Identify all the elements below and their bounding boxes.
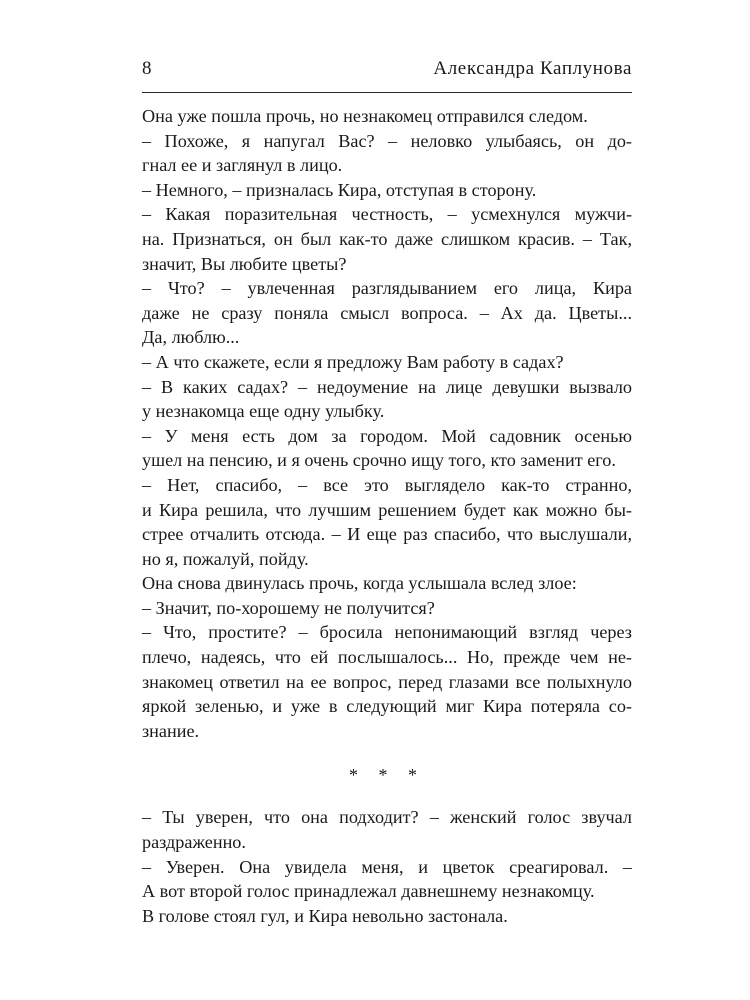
page-number: 8 <box>142 58 152 79</box>
paragraph <box>142 855 632 904</box>
body-text <box>142 104 632 928</box>
text-line: – В каких садах? – недоумение на лице девушки вызвало <box>142 376 632 397</box>
text-line: – У меня есть дом за городом. Мой садовник осенью <box>142 425 632 446</box>
paragraph <box>142 375 632 424</box>
text-line: – Уверен. Она увидела меня, и цветок среагировал. – <box>142 856 632 877</box>
text-line: даже не сразу поняла смысл вопроса. – Ах да. Цветы... <box>142 302 632 323</box>
text-line: раздраженно. <box>142 832 246 853</box>
text-line: Да, люблю... <box>142 327 240 348</box>
paragraph <box>142 904 632 929</box>
text-line: Она уже пошла прочь, но незнакомец отправился следом. <box>142 106 588 126</box>
text-line: – Нет, спасибо, – все это выглядело как-то странно, <box>142 474 632 495</box>
text-line: – Что? – увлеченная разглядыванием его лица, Кира <box>142 278 632 299</box>
text-line: знакомец ответил на ее вопрос, перед глазами все полыхнуло <box>142 671 632 692</box>
text-line: стрее отчалить отсюда. – И еще раз спасибо, что выслушали, <box>142 524 632 545</box>
text-line: значит, Вы любите цветы? <box>142 253 347 274</box>
text-line: гнал ее и заглянул в лицо. <box>142 155 343 176</box>
text-line: плечо, надеясь, что ей послышалось... Но, прежде чем не- <box>142 647 632 668</box>
text-line: – Похоже, я напугал Вас? – неловко улыбаясь, он до- <box>142 130 632 151</box>
paragraph <box>142 805 632 854</box>
text-line: – Ты уверен, что она подходит? – женский голос звучал <box>142 807 632 828</box>
paragraph <box>142 596 632 621</box>
paragraph <box>142 473 632 571</box>
paragraph <box>142 129 632 178</box>
text-line: – Немного, – призналась Кира, отступая в сторону. <box>142 179 537 200</box>
text-line: и Кира решила, что лучшим решением будет как можно бы- <box>142 499 632 520</box>
text-line: но я, пожалуй, пойду. <box>142 548 309 569</box>
paragraph <box>142 571 632 596</box>
text-line: – Что, простите? – бросила непонимающий взгляд через <box>142 622 632 643</box>
paragraph <box>142 104 632 129</box>
text-line: А вот второй голос принадлежал давнешнему незнакомцу. <box>142 881 595 902</box>
page-header <box>142 56 632 93</box>
text-line: знание. <box>142 720 200 741</box>
text-line: – А что скажете, если я предложу Вам работу в садах? <box>142 351 564 372</box>
paragraph <box>142 424 632 473</box>
paragraph <box>142 350 632 375</box>
text-line: яркой зеленью, и уже в следующий миг Кира потеряла со- <box>142 696 632 717</box>
text-line: В голове стоял гул, и Кира невольно застонала. <box>142 905 508 926</box>
text-line: ушел на пенсию, и я очень срочно ищу того, кто заменит его. <box>142 450 616 471</box>
section-separator: * * * <box>349 765 425 786</box>
paragraph <box>142 178 632 203</box>
paragraph <box>142 276 632 350</box>
text-line: – Какая поразительная честность, – усмехнулся мужчи- <box>142 204 632 225</box>
paragraph <box>142 202 632 276</box>
paragraph <box>142 620 632 743</box>
text-line: у незнакомца еще одну улыбку. <box>142 401 385 422</box>
text-line: – Значит, по-хорошему не получится? <box>142 597 435 618</box>
text-line: на. Признаться, он был как-то даже слишком красив. – Так, <box>142 228 632 249</box>
running-head-author: Александра Каплунова <box>433 58 632 79</box>
text-line: Она снова двинулась прочь, когда услышала вслед злое: <box>142 573 577 594</box>
